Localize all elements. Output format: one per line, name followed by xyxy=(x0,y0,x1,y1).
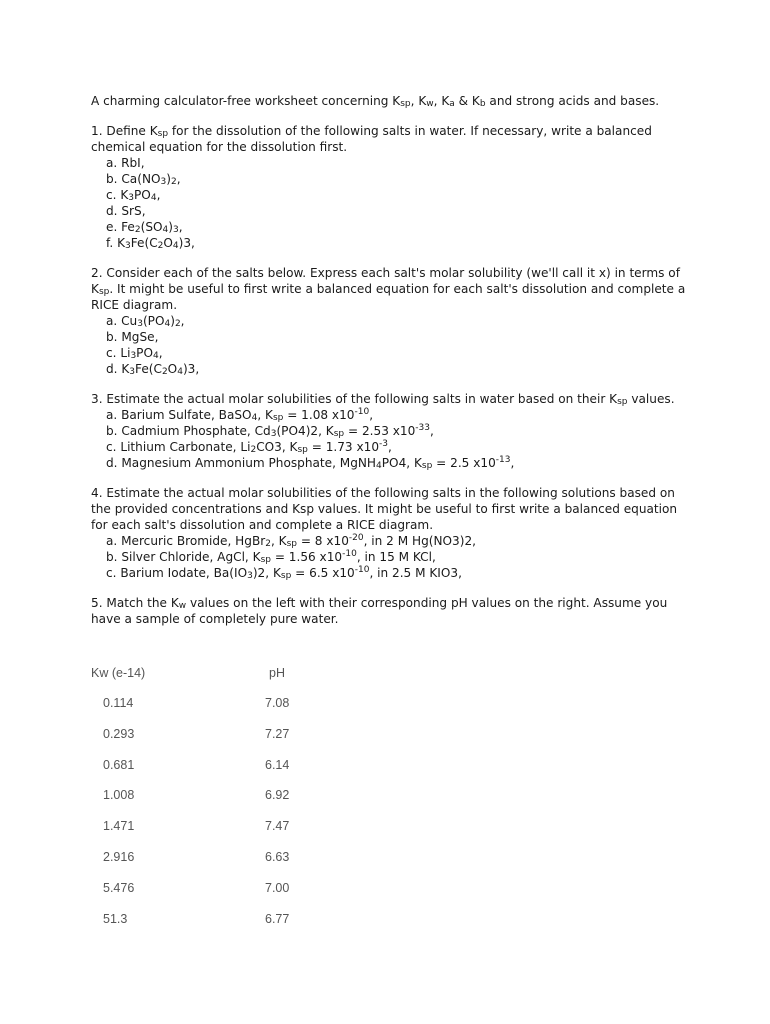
question-1-items xyxy=(91,155,691,251)
table-header xyxy=(91,664,351,694)
table-row xyxy=(91,848,351,879)
intro-paragraph: A charming calculator-free worksheet concerning $K_{sp}$, $K_w$, $K_a$ & $K_b$ and strong acids and bases. xyxy=(91,94,660,109)
formula-part: ) xyxy=(166,172,171,186)
formula-part: 2 xyxy=(157,241,164,251)
salt-part: , in 2 M Hg(NO3)2, xyxy=(363,534,476,548)
salt-part: -10 xyxy=(342,549,357,559)
question-5 xyxy=(91,595,691,627)
table-row xyxy=(91,786,351,817)
salt-part: PO4, K xyxy=(381,456,422,470)
formula-part: 4 xyxy=(162,225,169,235)
salt-part: (PO4)2, K xyxy=(276,424,334,438)
list-item xyxy=(91,423,691,439)
kw-value: 5.476 xyxy=(103,880,135,895)
formula-part: (SO xyxy=(140,220,163,234)
question-4 xyxy=(91,485,691,581)
salt-part: , in 2.5 M KIO3, xyxy=(369,566,462,580)
salt-part: sp xyxy=(260,555,271,565)
formula-part: (PO xyxy=(142,314,165,328)
formula-part: )3, xyxy=(182,362,200,376)
formula-part: a. Cu xyxy=(106,314,138,328)
formula-part: b. Ca(NO xyxy=(106,172,161,186)
kw-value: 0.293 xyxy=(103,726,135,741)
ph-value: 7.27 xyxy=(265,726,290,741)
ph-value: 7.47 xyxy=(265,819,290,834)
formula-part: PO xyxy=(136,346,153,360)
table-row xyxy=(91,694,351,725)
formula-part: c. Li xyxy=(106,346,131,360)
salt-part: , K xyxy=(270,534,287,548)
salt-part: 4 xyxy=(251,413,258,423)
ph-value: 7.00 xyxy=(265,880,290,895)
list-item xyxy=(91,155,691,171)
formula-part: 4 xyxy=(150,193,157,203)
formula-part: 4 xyxy=(172,241,179,251)
salt-part: sp xyxy=(280,571,292,581)
kw-value: 1.008 xyxy=(103,788,135,803)
formula-part: e. Fe xyxy=(106,220,135,234)
formula-part: O xyxy=(167,362,178,376)
table-row xyxy=(91,725,351,756)
salt-part: 2 xyxy=(265,539,271,549)
ph-value: 7.08 xyxy=(265,696,290,710)
formula-part: , xyxy=(180,314,185,328)
salt-part: a. Mercuric Bromide, HgBr xyxy=(106,534,266,548)
salt-part: = 1.73 x10 xyxy=(307,440,380,454)
table-body xyxy=(91,694,351,940)
list-item xyxy=(91,533,691,549)
formula-part: d. K xyxy=(106,362,130,376)
formula-part: 3 xyxy=(128,193,135,203)
kw-ph-table xyxy=(91,664,351,940)
salt-part: -10 xyxy=(354,565,370,575)
formula-part: , xyxy=(158,346,163,360)
formula-part: 2 xyxy=(174,319,181,329)
question-1-prompt: 1. Define $K_{sp}$ for the dissolution of the following salts in water. If necessary, write a balanced chemical equation for the dissolution first. xyxy=(91,124,652,154)
salt-part: CO3, K xyxy=(256,440,298,454)
list-item xyxy=(91,345,691,361)
salt-part: sp xyxy=(297,445,308,455)
worksheet xyxy=(91,93,691,641)
salt-part: , xyxy=(510,456,515,470)
formula-part: )3, xyxy=(178,236,195,250)
list-item xyxy=(91,171,691,187)
list-item xyxy=(91,329,691,345)
formula-part: 3 xyxy=(160,177,167,187)
salt-part: c. Barium Iodate, Ba(IO xyxy=(106,566,248,580)
salt-part: -33 xyxy=(415,423,430,433)
formula-part: 2 xyxy=(161,367,168,377)
question-5-prompt: 5. Match the $K_w$ values on the left with their corresponding pH values on the right. Assume you have a sample of completely pure water. xyxy=(91,596,668,626)
list-item xyxy=(91,455,691,471)
formula-part: 2 xyxy=(134,225,141,235)
salt-part: -3 xyxy=(379,439,388,449)
formula-part: , xyxy=(176,172,181,186)
salt-part: 2 xyxy=(250,445,257,455)
salt-part: = 1.08 x10 xyxy=(283,408,355,422)
formula-part: 4 xyxy=(152,351,159,361)
salt-part: , xyxy=(369,408,374,422)
formula-part: ) xyxy=(170,314,175,328)
formula-part: Fe(C xyxy=(135,362,162,376)
salt-part: = 2.53 x10 xyxy=(344,424,416,438)
formula-part: b. MgSe, xyxy=(106,330,159,344)
salt-part: 3 xyxy=(247,571,253,581)
table-row xyxy=(91,879,351,910)
list-item xyxy=(91,565,691,581)
salt-part: , xyxy=(429,424,434,438)
table-row xyxy=(91,817,351,848)
list-item xyxy=(91,407,691,423)
formula-part: 3 xyxy=(172,225,179,235)
list-item xyxy=(91,361,691,377)
salt-part: sp xyxy=(272,413,284,423)
salt-part: = 6.5 x10 xyxy=(291,566,355,580)
salt-part: , in 15 M KCl, xyxy=(356,550,436,564)
salt-part: = 1.56 x10 xyxy=(270,550,343,564)
list-item xyxy=(91,235,691,251)
salt-part: d. Magnesium Ammonium Phosphate, MgNH xyxy=(106,456,377,470)
formula-part: , xyxy=(156,188,161,202)
column-header-kw: Kw (e-14) xyxy=(91,666,146,680)
question-3-items xyxy=(91,407,691,471)
formula-part: 3 xyxy=(130,351,137,361)
salt-part: = 8 x10 xyxy=(296,534,349,548)
salt-part: = 2.5 x10 xyxy=(432,456,496,470)
salt-part: , K xyxy=(257,408,273,422)
salt-part: b. Cadmium Phosphate, Cd xyxy=(106,424,271,438)
kw-value: 1.471 xyxy=(103,819,135,834)
formula-part: 4 xyxy=(177,367,183,377)
salt-part: -10 xyxy=(354,407,370,417)
list-item xyxy=(91,549,691,565)
question-2-items xyxy=(91,313,691,377)
question-4-prompt: 4. Estimate the actual molar solubilities of the following salts in the following solutions based on the provided concentrations and Ksp values. It might be useful to first write a balanced equation for each salt's dissolution and complete a RICE diagram. xyxy=(91,486,678,532)
formula-part: 3 xyxy=(137,319,143,329)
ph-value: 6.14 xyxy=(265,757,290,772)
salt-part: )2, K xyxy=(252,566,281,580)
question-1 xyxy=(91,123,691,251)
question-2 xyxy=(91,265,691,377)
formula-part: PO xyxy=(134,188,151,202)
formula-part: d. SrS, xyxy=(106,204,146,218)
list-item xyxy=(91,203,691,219)
column-header-ph: pH xyxy=(269,666,285,680)
list-item xyxy=(91,187,691,203)
salt-part: c. Lithium Carbonate, Li xyxy=(106,440,251,454)
ph-value: 6.92 xyxy=(265,788,290,803)
question-4-items xyxy=(91,533,691,581)
kw-value: 0.114 xyxy=(103,696,134,710)
formula-part: Fe(C xyxy=(130,236,158,250)
formula-part: f. K xyxy=(106,236,125,250)
formula-part: 3 xyxy=(129,367,136,377)
salt-part: -13 xyxy=(495,455,511,465)
list-item xyxy=(91,313,691,329)
kw-value: 0.681 xyxy=(103,757,135,772)
table-row xyxy=(91,756,351,787)
salt-part: b. Silver Chloride, AgCl, K xyxy=(106,550,261,564)
kw-value: 51.3 xyxy=(103,911,128,926)
salt-part: , xyxy=(388,440,392,454)
question-3-prompt: 3. Estimate the actual molar solubilities of the following salts in water based on their $K_{sp}$ values. xyxy=(91,392,675,407)
formula-part: 2 xyxy=(170,177,177,187)
table-row xyxy=(91,910,351,941)
list-item xyxy=(91,219,691,235)
formula-part: 3 xyxy=(125,241,131,251)
ph-value: 6.63 xyxy=(265,849,290,864)
formula-part: O xyxy=(163,236,173,250)
salt-part: 4 xyxy=(376,461,382,471)
formula-part: 4 xyxy=(164,319,171,329)
question-2-prompt: 2. Consider each of the salts below. Express each salt's molar solubility (we'll call it x) in terms of $K_{sp}$. It might be useful to first write a balanced equation for each salt's dissolution and complete a RICE diagram. xyxy=(91,266,686,312)
list-item xyxy=(91,439,691,455)
salt-part: a. Barium Sulfate, BaSO xyxy=(106,408,252,422)
formula-part: a. RbI, xyxy=(106,156,145,170)
kw-value: 2.916 xyxy=(103,849,135,864)
question-3 xyxy=(91,391,691,471)
salt-part: -20 xyxy=(348,533,364,543)
formula-part: ) xyxy=(168,220,173,234)
salt-part: sp xyxy=(333,429,345,439)
salt-part: sp xyxy=(421,461,433,471)
formula-part: , xyxy=(178,220,183,234)
formula-part: c. K xyxy=(106,188,129,202)
salt-part: sp xyxy=(286,539,297,549)
salt-part: 3 xyxy=(270,429,277,439)
ph-value: 6.77 xyxy=(265,911,290,926)
